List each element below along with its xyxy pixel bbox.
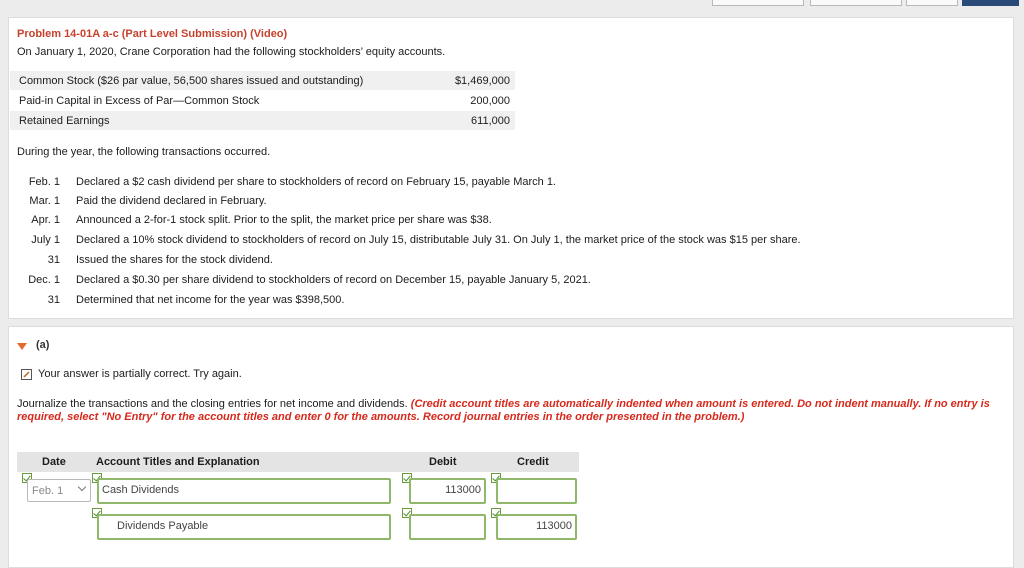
transaction-text: Announced a 2-for-1 stock split. Prior to the split, the market price per share was $38. — [76, 214, 492, 226]
toolbar-button[interactable] — [906, 0, 958, 6]
date-select-value: Feb. 1 — [32, 485, 64, 497]
toolbar-button[interactable] — [810, 0, 902, 6]
equity-label: Common Stock ($26 par value, 56,500 shares issued and outstanding) — [19, 75, 364, 87]
equity-amount: 611,000 — [471, 115, 510, 127]
instruction-warning: (Credit account titles are automatically indented when amount is entered. Do not indent manually. If no entry is required, select "No Entry" for the account titles and enter 0 for the amounts. Record journal entries in the order presented in the problem.) — [17, 398, 990, 423]
answer-status: Your answer is partially correct. Try again. — [38, 368, 242, 380]
transaction-date: 31 — [47, 294, 60, 306]
transaction-text: Issued the shares for the stock dividend. — [76, 254, 273, 266]
account-title-input[interactable] — [97, 514, 391, 540]
credit-input[interactable] — [496, 514, 577, 540]
toolbar-primary-button[interactable] — [962, 0, 1019, 6]
transactions-intro: During the year, the following transactions occurred. — [17, 146, 271, 158]
equity-amount: $1,469,000 — [454, 75, 510, 87]
problem-title: Problem 14-01A a-c (Part Level Submission) (Video) — [17, 28, 288, 40]
equity-label: Retained Earnings — [19, 115, 110, 127]
transaction-date: 31 — [47, 254, 60, 266]
top-toolbar — [0, 0, 1024, 9]
problem-intro: On January 1, 2020, Crane Corporation had the following stockholders’ equity accounts. — [17, 46, 446, 58]
transaction-date: Apr. 1 — [31, 214, 60, 226]
header-credit: Credit — [517, 456, 549, 468]
header-account: Account Titles and Explanation — [96, 456, 260, 468]
transaction-text: Declared a $0.30 per share dividend to stockholders of record on December 15, payable January 5, 2021. — [76, 274, 591, 286]
transaction-date: Feb. 1 — [28, 176, 60, 188]
account-title-value: Dividends Payable — [117, 520, 209, 532]
transaction-text: Paid the dividend declared in February. — [76, 195, 267, 207]
credit-input[interactable] — [496, 478, 577, 504]
date-select[interactable] — [27, 479, 91, 502]
instruction-text: Journalize the transactions and the closing entries for net income and dividends. — [17, 398, 408, 410]
transaction-text: Declared a $2 cash dividend per share to stockholders of record on February 15, payable March 1. — [76, 176, 556, 188]
debit-value: 113000 — [445, 484, 481, 496]
equity-amount: 200,000 — [470, 95, 510, 107]
chevron-down-icon — [78, 483, 86, 491]
debit-input[interactable] — [409, 514, 486, 540]
collapse-triangle-icon[interactable] — [17, 343, 27, 350]
transaction-date: Mar. 1 — [29, 195, 60, 207]
transaction-text: Declared a 10% stock dividend to stockholders of record on July 15, distributable July 31. On July 1, the market price of the stock was $15 per share. — [76, 234, 801, 246]
header-date: Date — [42, 456, 66, 468]
toolbar-button[interactable] — [712, 0, 804, 6]
partial-correct-icon — [21, 369, 32, 380]
debit-input[interactable] — [409, 478, 486, 504]
credit-value: 113000 — [536, 520, 572, 532]
journal-instructions — [17, 398, 1002, 424]
header-debit: Debit — [429, 456, 457, 468]
account-title-input[interactable] — [97, 478, 391, 504]
transaction-date: July 1 — [31, 234, 60, 246]
journal-table-header — [17, 452, 579, 472]
part-label[interactable]: (a) — [36, 339, 50, 351]
account-title-value: Cash Dividends — [102, 484, 180, 496]
transaction-date: Dec. 1 — [28, 274, 60, 286]
transaction-text: Determined that net income for the year was $398,500. — [76, 294, 345, 306]
equity-label: Paid-in Capital in Excess of Par—Common Stock — [19, 95, 260, 107]
